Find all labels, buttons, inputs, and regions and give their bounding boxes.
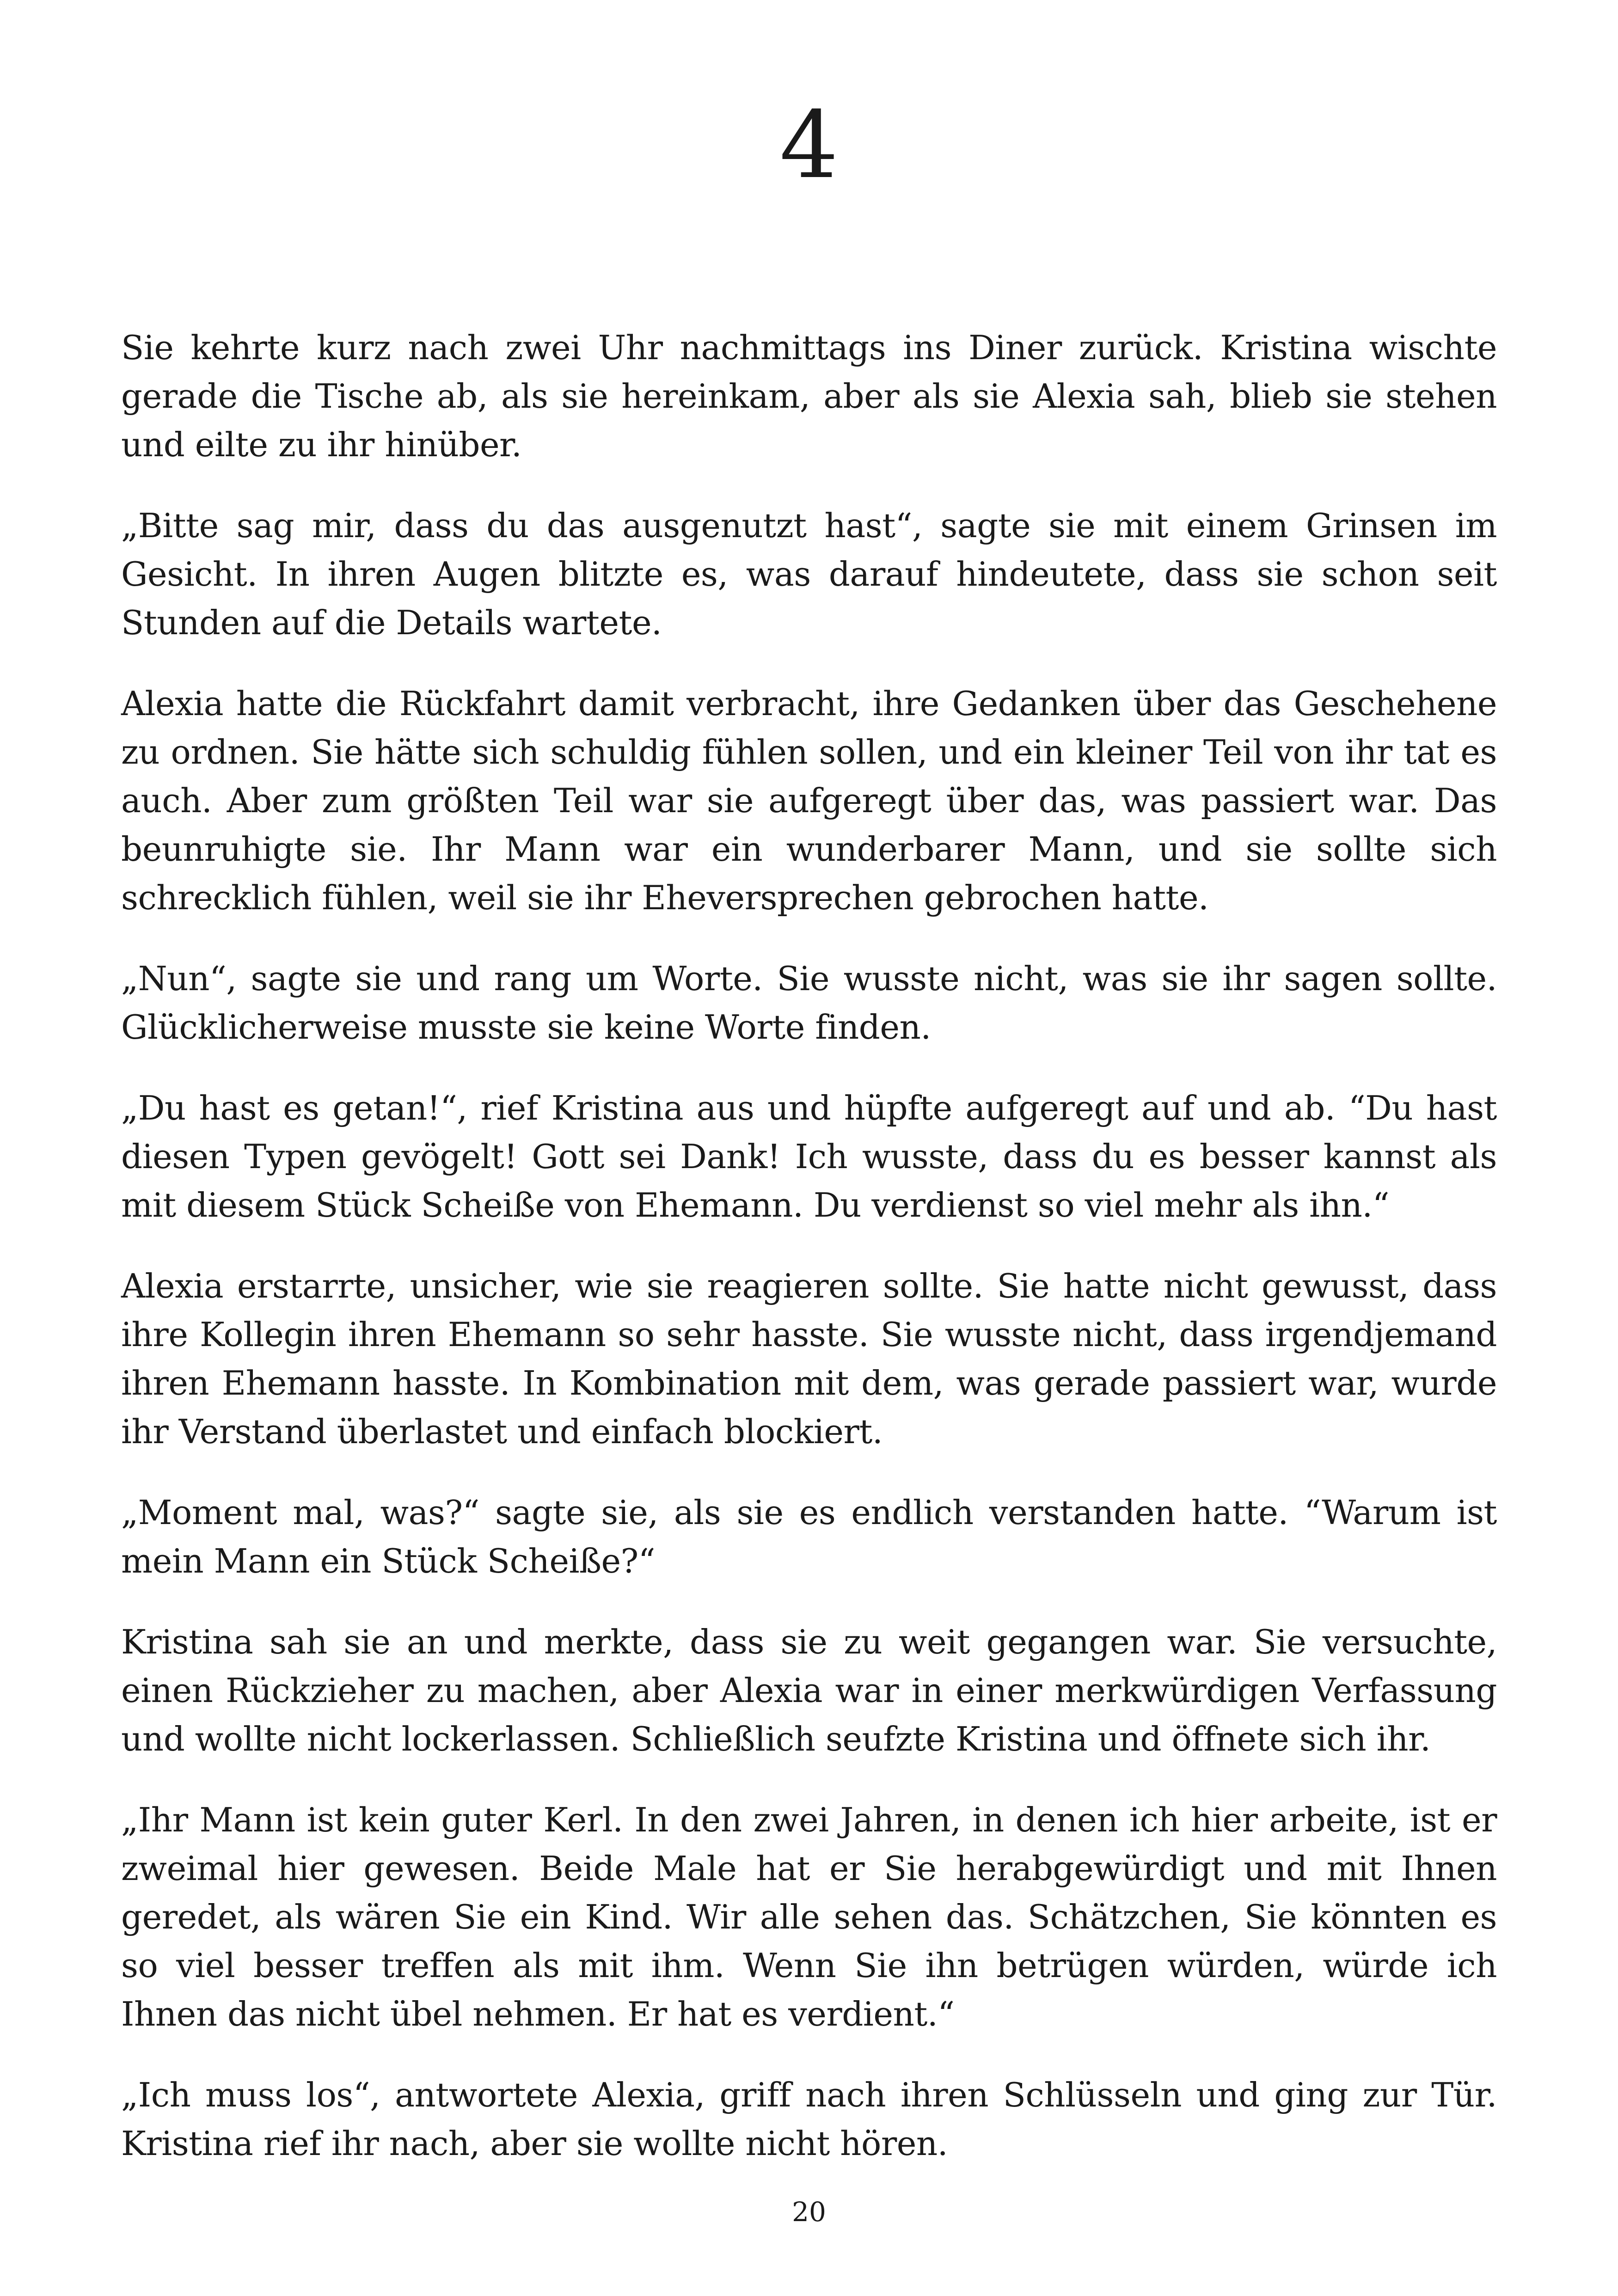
- chapter-number: 4: [779, 92, 839, 199]
- paragraph: Alexia hatte die Rückfahrt damit verbracht, ihre Gedanken über das Geschehene zu ordnen. Sie hätte sich schuldig fühlen sollen, und ein kleiner Teil von ihr tat es auch. Aber zum größten Teil war sie aufgeregt über das, was passiert war. Das beunruhigte sie. Ihr Mann war ein wunderbarer Mann, und sie sollte sich schrecklich fühlen, weil sie ihr Eheversprechen gebrochen hatte.: [121, 684, 1497, 917]
- paragraph: „Ihr Mann ist kein guter Kerl. In den zwei Jahren, in denen ich hier arbeite, ist er zweimal hier gewesen. Beide Male hat er Sie herabgewürdigt und mit Ihnen geredet, als wären Sie ein Kind. Wir alle sehen das. Schätzchen, Sie könnten es so viel besser treffen als mit ihm. Wenn Sie ihn betrügen würden, würde ich Ihnen das nicht übel nehmen. Er hat es verdient.“: [121, 1800, 1497, 2033]
- paragraph: „Bitte sag mir, dass du das ausgenutzt hast“, sagte sie mit einem Grinsen im Gesicht. In ihren Augen blitzte es, was darauf hindeutete, dass sie schon seit Stunden auf die Details wartete.: [121, 506, 1497, 642]
- paragraph: Kristina sah sie an und merkte, dass sie zu weit gegangen war. Sie versuchte, einen Rückzieher zu machen, aber Alexia war in einer merkwürdigen Verfassung und wollte nicht lockerlassen. Schließlich seufzte Kristina und öffnete sich ihr.: [121, 1623, 1497, 1758]
- paragraph: Alexia erstarrte, unsicher, wie sie reagieren sollte. Sie hatte nicht gewusst, dass ihre Kollegin ihren Ehemann so sehr hasste. Sie wusste nicht, dass irgendjemand ihren Ehemann hasste. In Kombination mit dem, was gerade passiert war, wurde ihr Verstand überlastet und einfach blockiert.: [121, 1267, 1497, 1451]
- body-text: [121, 324, 1497, 2200]
- paragraph: „Du hast es getan!“, rief Kristina aus und hüpfte aufgeregt auf und ab. “Du hast diesen Typen gevögelt! Gott sei Dank! Ich wusste, dass du es besser kannst als mit diesem Stück Scheiße von Ehemann. Du verdienst so viel mehr als ihn.“: [121, 1089, 1497, 1225]
- paragraph: „Ich muss los“, antwortete Alexia, griff nach ihren Schlüsseln und ging zur Tür. Kristina rief ihr nach, aber sie wollte nicht hören.: [121, 2076, 1497, 2163]
- page-number: 20: [792, 2196, 826, 2228]
- paragraph: „Nun“, sagte sie und rang um Worte. Sie wusste nicht, was sie ihr sagen sollte. Glücklicherweise musste sie keine Worte finden.: [121, 959, 1497, 1047]
- paragraph: Sie kehrte kurz nach zwei Uhr nachmittags ins Diner zurück. Kristina wischte gerade die Tische ab, als sie hereinkam, aber als sie Alexia sah, blieb sie stehen und eilte zu ihr hinüber.: [121, 328, 1497, 464]
- paragraph: „Moment mal, was?“ sagte sie, als sie es endlich verstanden hatte. “Warum ist mein Mann ein Stück Scheiße?“: [121, 1493, 1497, 1580]
